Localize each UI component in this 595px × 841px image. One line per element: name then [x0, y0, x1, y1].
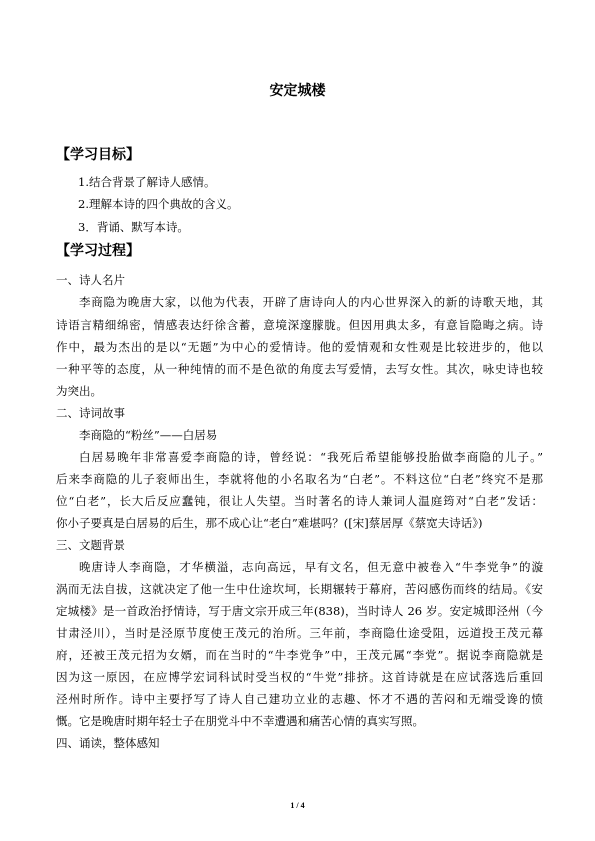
background-line: 府，还被王茂元招为女婿，而在当时的“牛李党争”中，王茂元属“李党”。据说李商隐就是: [56, 648, 543, 662]
process-heading: 【学习过程】: [56, 243, 140, 259]
story-line: 白居易晚年非常喜爱李商隐的诗，曾经说：“我死后希望能够投胎做李商隐的儿子。”: [79, 450, 543, 464]
poet-card-line: 为突出。: [56, 384, 102, 398]
page-title: 安定城楼: [269, 83, 326, 99]
poet-card-line: 诗语言精细绵密，情感表达纡徐含蓄，意境深邃朦胧。但因用典太多，有意旨隐晦之病。诗: [56, 318, 543, 332]
story-line: 后来李商隐的儿子衮师出生，李就将他的小名取名为“白老”。不料这位“白老”终究不是那: [56, 472, 543, 486]
background-line: 因为这一原因，在应博学宏词科试时受当权的“牛党”排挤。这首诗就是在应试落选后重回: [56, 670, 543, 684]
poet-card-line: 一种平等的态度，从一种纯情的而不是色欲的角度去写爱情，去写女性。其次，咏史诗也较: [56, 362, 543, 376]
section-heading-poet: 一、诗人名片: [56, 273, 125, 287]
story-line: 你小子要真是白居易的后生，那不成心让“老白”难堪吗？([宋]蔡居厚《蔡宽夫诗话》): [56, 516, 483, 530]
goal-item: 2.理解本诗的四个典故的含义。: [78, 197, 239, 211]
background-line: 甘肃泾川），当时是泾原节度使王茂元的治所。三年前，李商隐仕途受阻，远道投王茂元幕: [56, 626, 543, 640]
background-line: 慨。它是晚唐时期年轻士子在朋党斗中不幸遭遇和痛苦心情的真实写照。: [56, 714, 424, 728]
goals-heading: 【学习目标】: [56, 147, 140, 163]
story-line: 位“白老”，长大后反应蠢钝，很让人失望。当时著名的诗人兼词人温庭筠对“白老”发话：: [56, 494, 543, 508]
poet-card-line: 作中，最为杰出的是以“无题”为中心的爱情诗。他的爱情观和女性观是比较进步的，他以: [56, 340, 543, 354]
poet-card-line: 李商隐为晚唐大家，以他为代表，开辟了唐诗向人的内心世界深入的新的诗歌天地，其: [79, 295, 543, 309]
background-line: 涡而无法自拔，这就决定了他一生中仕途坎坷，长期辗转于幕府，苦闷感伤而终的结局。《安: [56, 582, 543, 596]
background-line: 晚唐诗人李商隐，才华横溢，志向高远，早有文名，但无意中被卷入“牛李党争”的漩: [79, 560, 543, 574]
background-line: 泾州时所作。诗中主要抒写了诗人自己建功立业的志趣、怀才不遇的苦闷和无端受谗的愤: [56, 692, 543, 706]
section-heading-reading: 四、诵读，整体感知: [56, 736, 160, 750]
section-heading-background: 三、文题背景: [56, 538, 125, 552]
goal-item: 3．背诵、默写本诗。: [78, 220, 189, 234]
page-number: 1 / 4: [290, 801, 305, 810]
background-line: 定城楼》是一首政治抒情诗，写于唐文宗开成三年(838)，当时诗人 26 岁。安定城即泾州（今: [56, 604, 543, 618]
story-subtitle: 李商隐的“粉丝”——白居易: [79, 428, 218, 442]
section-heading-story: 二、诗词故事: [56, 406, 125, 420]
goal-item: 1.结合背景了解诗人感情。: [78, 175, 216, 189]
